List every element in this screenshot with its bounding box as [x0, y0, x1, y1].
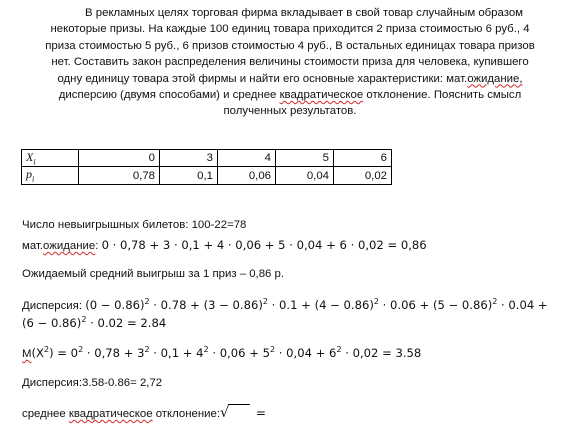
sqrt-bar: [228, 404, 250, 405]
variance-line-1: Дисперсия: $(0 - 0.86)^2 \cdot 0.78 + (3 - 0.86)^2 \cdot 0.1 + (4 - 0.86)^2 \cdot 0.06 + (5 - 0.86)^2 \cdot 0.04$ +: [22, 297, 548, 312]
expectation-line: мат.ожидание: 0 · 0,78 + 3 · 0,1 + 4 · 0,06 + 5 · 0,04 + 6 · 0,02 = 0,86: [22, 238, 427, 252]
table-row: [22, 150, 392, 167]
problem-statement: [20, 5, 560, 120]
spellcheck-word: M: [22, 348, 32, 360]
table-cell: 6: [334, 150, 392, 167]
sqrt-symbol: √: [220, 405, 229, 421]
table-cell: 0: [79, 150, 160, 167]
variance-formula-cont: $(6 - 0.86)^2 \cdot 0.02 = 2.84$: [22, 315, 167, 330]
problem-line-5: одну единицу товара этой фирмы и найти его основные характеристики: мат.ожидание,: [57, 72, 523, 85]
spellcheck-word: ожидание,: [467, 72, 523, 85]
problem-line-3: приза стоимостью 5 руб., 6 призов стоимостью 4 руб., В остальных единицах товара призов: [45, 39, 535, 52]
problem-line-7: полученных результатов.: [223, 105, 357, 118]
variance2-value: 2,72: [139, 377, 163, 389]
variance-formula: $(0 - 0.86)^2 \cdot 0.78 + (3 - 0.86)^2 \cdot 0.1 + (4 - 0.86)^2 \cdot 0.06 + (5 - 0.86)^2 \cdot 0.04$ +: [85, 297, 548, 312]
mx2-formula: $(X^2) = 0^2 \cdot 0,78 + 3^2 \cdot 0,1 + 4^2 \cdot 0,06 + 5^2 \cdot 0,04 + 6^2 \cdot 0,02 = 3.58$: [31, 345, 422, 360]
table-cell: 0,04: [276, 167, 334, 184]
spellcheck-word: квадратическое: [279, 89, 364, 102]
problem-line-4: нет. Составить закон распределения величины стоимости приза для человека, купившего: [51, 56, 529, 69]
expectation-formula: 0 · 0,78 + 3 · 0,1 + 4 · 0,06 + 5 · 0,04 + 6 · 0,02 = 0,86: [101, 238, 427, 252]
problem-line-2: некоторые призы. На каждые 100 единиц товара приходится 2 приза стоимостью 6 руб., 4: [50, 23, 530, 36]
table-row: [22, 167, 392, 184]
row-label-p: $p_i$: [22, 167, 79, 184]
problem-line-6: дисперсию (двумя способами) и среднее квадратическое отклонение. Пояснить смысл: [58, 89, 522, 102]
spellcheck-word: квадратическое: [68, 408, 153, 420]
table-cell: 0,78: [79, 167, 160, 184]
stddev-line: среднее квадратическое отклонение:√ =: [22, 405, 266, 421]
row-label-x: $X_i$: [22, 150, 79, 167]
table-cell: 4: [218, 150, 276, 167]
table-cell: 0,02: [334, 167, 392, 184]
table-cell: 3: [160, 150, 218, 167]
losing-tickets-line: Число невыигрышных билетов: 100-22=78: [22, 219, 247, 231]
variance2-line: Дисперсия:3.58-0.86= 2,72: [22, 377, 163, 389]
variance-line-2: [22, 315, 166, 332]
mx2-line: [22, 345, 421, 362]
problem-line-1: В рекламных целях торговая фирма вкладывает в свой товар случайным образом: [85, 7, 523, 19]
distribution-table: [21, 149, 392, 185]
expected-win-line: Ожидаемый средний выигрыш за 1 приз – 0,86 р.: [22, 268, 285, 280]
equals-sign: =: [255, 406, 266, 420]
table-cell: 0,06: [218, 167, 276, 184]
spellcheck-word: ожидание: [43, 240, 96, 252]
table-cell: 5: [276, 150, 334, 167]
table-cell: 0,1: [160, 167, 218, 184]
